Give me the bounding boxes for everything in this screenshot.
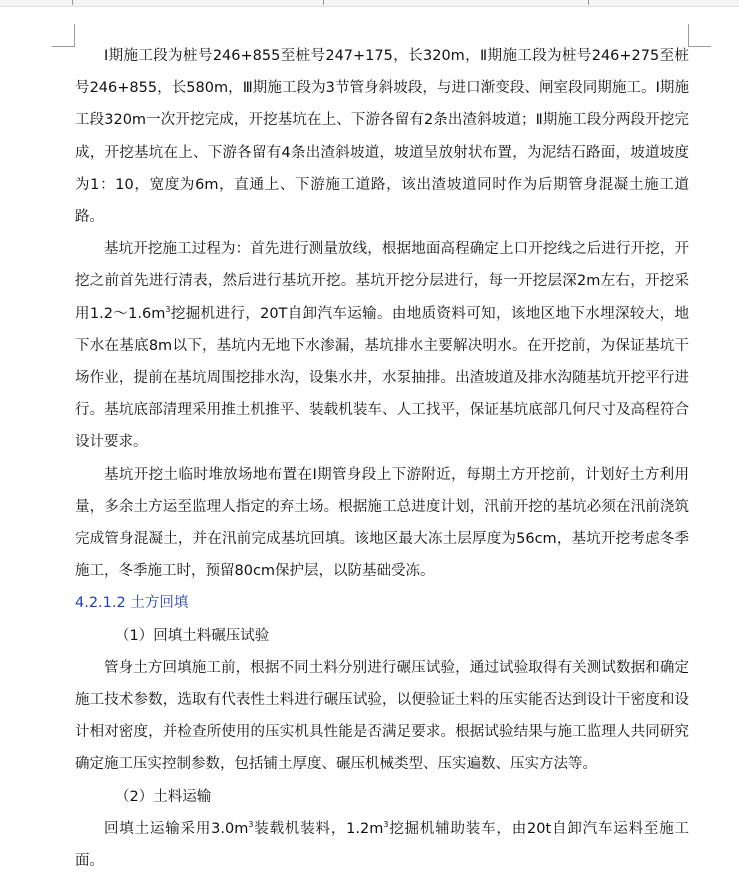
paragraph-construction-sections xyxy=(75,40,689,233)
subheading-compaction-test: （1）回填土料碾压试验 xyxy=(115,627,270,644)
paragraph-text: Ⅰ期施工段为桩号246+855至桩号247+175，长320m，Ⅱ期施工段为桩号246+275至桩号246+855，长580m，Ⅲ期施工段为3节管身斜坡段，与进口渐变段、闸室段同期施工。Ⅰ期施工段320m一次开挖完成，开挖基坑在上、下游各留有2条出渣斜坡道；Ⅱ期施工段分两段开挖完成，开挖基坑在上、下游各留有4条出渣斜坡道，坡道呈放射状布置，为泥结石路面，坡道坡度为1：10，宽度为6m，直通上、下游施工道路，该出渣坡道同时作为后期管身混凝土施工道路。 xyxy=(75,48,689,226)
document-body[interactable] xyxy=(75,40,689,877)
superscript: 3 xyxy=(383,819,389,829)
paragraph-text: 基坑开挖土临时堆放场地布置在Ⅰ期管身段上下游附近，每期土方开挖前，计划好土方利用量，多余土方运至监理人指定的弃土场。根据施工总进度计划，汛前开挖的基坑必须在汛前浇筑完成管身混凝土，并在汛前完成基坑回填。该地区最大冻土层厚度为56cm，基坑开挖考虑冬季施工，冬季施工时，预留80cm保护层，以防基础受冻。 xyxy=(75,466,689,580)
ruler-tick xyxy=(72,0,73,5)
paragraph-text: 装载机装料，1.2m xyxy=(253,820,384,837)
margin-corner-top-left xyxy=(52,24,75,47)
paragraph-text: 基坑开挖施工过程为：首先进行测量放线，根据地面高程确定上口开挖线之后进行开挖，开挖之前首先进行清表，然后进行基坑开挖。基坑开挖分层进行，每一开挖层深2m左右，开挖采用1.2～1.6m xyxy=(75,241,689,322)
margin-corner-top-right xyxy=(688,24,711,47)
section-heading: 4.2.1.2 土方回填 xyxy=(75,595,189,612)
paragraph-compaction-test xyxy=(75,652,689,781)
paragraph-text: 挖掘机进行，20T自卸汽车运输。由地质资料可知，该地区地下水埋深较大，地下水在基底8m以下，基坑内无地下水渗漏，基坑排水主要解决明水。在开挖前，为保证基坑干场作业，提前在基坑周围挖排水沟，设集水井，水泵抽排。出渣坡道及排水沟随基坑开挖平行进行。基坑底部清理采用推土机推平、装载机装车、人工找平，保证基坑底部几何尺寸及高程符合设计要求。 xyxy=(75,305,689,451)
paragraph-spoil-storage xyxy=(75,459,689,588)
ruler-strip xyxy=(0,0,739,7)
superscript: 3 xyxy=(165,304,171,314)
ruler-tick xyxy=(323,0,324,5)
paragraph-soil-transport xyxy=(75,813,689,877)
paragraph-text: 管身土方回填施工前，根据不同土料分别进行碾压试验，通过试验取得有关测试数据和确定施工技术参数，选取有代表性土料进行碾压试验，以便验证土料的压实能否达到设计干密度和设计相对密度，并检查所使用的压实机具性能是否满足要求。根据试验结果与施工监理人共同研究确定施工压实控制参数，包括铺土厚度、碾压机械类型、压实遍数、压实方法等。 xyxy=(75,659,689,773)
paragraph-excavation-process xyxy=(75,233,689,458)
paragraph-text: 回填土运输采用3.0m xyxy=(104,820,249,837)
superscript: 3 xyxy=(248,819,254,829)
paragraph-text: 挖掘机辅助装车，由20t自卸汽车运料至施工面。 xyxy=(75,820,690,870)
subheading-soil-transport: （2）土料运输 xyxy=(115,788,212,805)
ruler-tick xyxy=(588,0,589,5)
